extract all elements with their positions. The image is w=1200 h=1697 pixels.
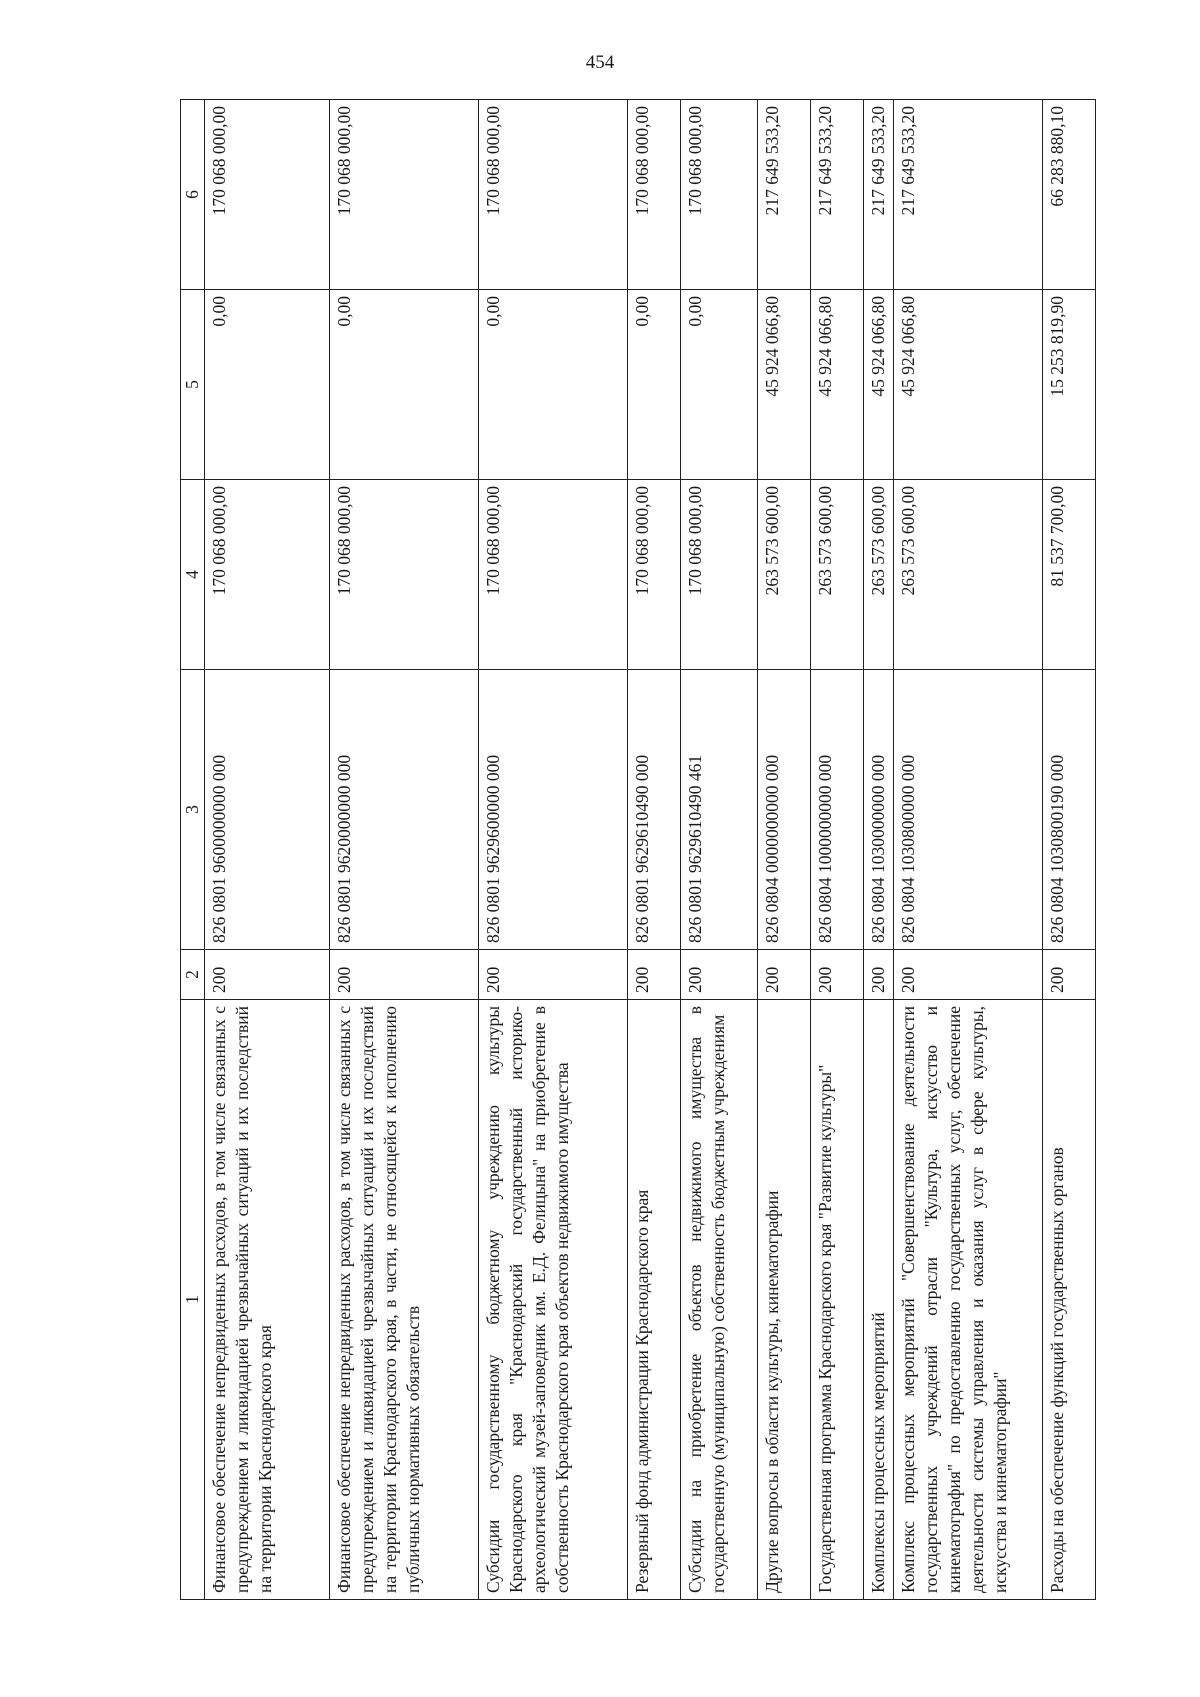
- row-name: Субсидии на приобретение объектов недвижимого имущества в государственную (муниципальную) собственность бюджетным учреждениям: [681, 1000, 758, 1600]
- row-col4: 170 068 000,00: [479, 480, 628, 670]
- row-col5: 0,00: [628, 290, 681, 480]
- row-code: 826 0801 9629600000 000: [479, 670, 628, 950]
- row-col6: 66 283 880,10: [1043, 100, 1096, 290]
- column-header: 6: [181, 100, 205, 290]
- row-col6: 217 649 533,20: [758, 100, 811, 290]
- row-name: Расходы на обеспечение функций государственных органов: [1043, 1000, 1096, 1600]
- row-col6: 217 649 533,20: [864, 100, 894, 290]
- row-col2: 200: [479, 950, 628, 1000]
- row-col4: 263 573 600,00: [864, 480, 894, 670]
- row-col2: 200: [758, 950, 811, 1000]
- row-code: 826 0804 0000000000 000: [758, 670, 811, 950]
- table-header-row: [181, 100, 205, 1600]
- row-col4: 170 068 000,00: [681, 480, 758, 670]
- row-name: Комплексы процессных мероприятий: [864, 1000, 894, 1600]
- row-col5: 45 924 066,80: [811, 290, 864, 480]
- table-row: [1043, 100, 1096, 1600]
- row-col5: 45 924 066,80: [864, 290, 894, 480]
- table-row: [205, 100, 330, 1600]
- row-code: 826 0804 1030800190 000: [1043, 670, 1096, 950]
- row-col5: 15 253 819,90: [1043, 290, 1096, 480]
- row-code: 826 0804 1030800000 000: [894, 670, 1043, 950]
- row-col4: 263 573 600,00: [758, 480, 811, 670]
- row-name: Субсидии государственному бюджетному учреждению культуры Краснодарского края "Краснодарский государственный историко-археологический музей-заповедник им. Е.Д. Фелицына" на приобретение в собственность Краснодарского края объектов недвижимого имущества: [479, 1000, 628, 1600]
- row-code: 826 0801 9620000000 000: [330, 670, 479, 950]
- table-row: [864, 100, 894, 1600]
- table-row: [758, 100, 811, 1600]
- row-col2: 200: [205, 950, 330, 1000]
- row-name: Финансовое обеспечение непредвиденных расходов, в том числе связанных с предупреждением и ликвидацией чрезвычайных ситуаций и их последствий на территории Краснодарского края, в части, не относящейся к исполнению публичных нормативных обязательств: [330, 1000, 479, 1600]
- column-header: 1: [181, 1000, 205, 1600]
- row-col6: 170 068 000,00: [205, 100, 330, 290]
- row-col2: 200: [330, 950, 479, 1000]
- table-row: [479, 100, 628, 1600]
- column-header: 2: [181, 950, 205, 1000]
- row-col5: 0,00: [330, 290, 479, 480]
- column-header: 4: [181, 480, 205, 670]
- page-number: 454: [585, 52, 615, 73]
- row-col5: 0,00: [479, 290, 628, 480]
- column-header: 5: [181, 290, 205, 480]
- row-col4: 263 573 600,00: [811, 480, 864, 670]
- row-name: Комплекс процессных мероприятий "Совершенствование деятельности государственных учреждений отрасли "Культура, искусство и кинематография" по предоставлению государственных услуг, обеспечение деятельности системы управления и оказания услуг в сфере культуры, искусства и кинематографии": [894, 1000, 1043, 1600]
- row-col4: 263 573 600,00: [894, 480, 1043, 670]
- row-name: Резервный фонд администрации Краснодарского края: [628, 1000, 681, 1600]
- row-code: 826 0804 1030000000 000: [864, 670, 894, 950]
- row-col5: 0,00: [205, 290, 330, 480]
- row-col2: 200: [1043, 950, 1096, 1000]
- row-col4: 81 537 700,00: [1043, 480, 1096, 670]
- row-col2: 200: [628, 950, 681, 1000]
- row-name: Государственная программа Краснодарского края "Развитие культуры": [811, 1000, 864, 1600]
- column-header: 3: [181, 670, 205, 950]
- row-name: Другие вопросы в области культуры, кинематографии: [758, 1000, 811, 1600]
- table-row: [681, 100, 758, 1600]
- row-col2: 200: [864, 950, 894, 1000]
- row-col2: 200: [811, 950, 864, 1000]
- row-code: 826 0804 1000000000 000: [811, 670, 864, 950]
- row-col2: 200: [681, 950, 758, 1000]
- row-col4: 170 068 000,00: [205, 480, 330, 670]
- table-row: [628, 100, 681, 1600]
- table-row: [894, 100, 1043, 1600]
- row-col5: 0,00: [681, 290, 758, 480]
- table-row: [330, 100, 479, 1600]
- row-col6: 217 649 533,20: [894, 100, 1043, 290]
- row-code: 826 0801 9600000000 000: [205, 670, 330, 950]
- row-name: Финансовое обеспечение непредвиденных расходов, в том числе связанных с предупреждением и ликвидацией чрезвычайных ситуаций и их последствий на территории Краснодарского края: [205, 1000, 330, 1600]
- row-col5: 45 924 066,80: [894, 290, 1043, 480]
- row-col6: 217 649 533,20: [811, 100, 864, 290]
- budget-table: [180, 99, 1096, 1600]
- table-row: [811, 100, 864, 1600]
- row-code: 826 0801 9629610490 461: [681, 670, 758, 950]
- row-col6: 170 068 000,00: [479, 100, 628, 290]
- row-col5: 45 924 066,80: [758, 290, 811, 480]
- row-col4: 170 068 000,00: [628, 480, 681, 670]
- row-col4: 170 068 000,00: [330, 480, 479, 670]
- row-col6: 170 068 000,00: [681, 100, 758, 290]
- row-col2: 200: [894, 950, 1043, 1000]
- row-col6: 170 068 000,00: [330, 100, 479, 290]
- rotated-table-container: [180, 100, 1160, 1600]
- row-col6: 170 068 000,00: [628, 100, 681, 290]
- row-code: 826 0801 9629610490 000: [628, 670, 681, 950]
